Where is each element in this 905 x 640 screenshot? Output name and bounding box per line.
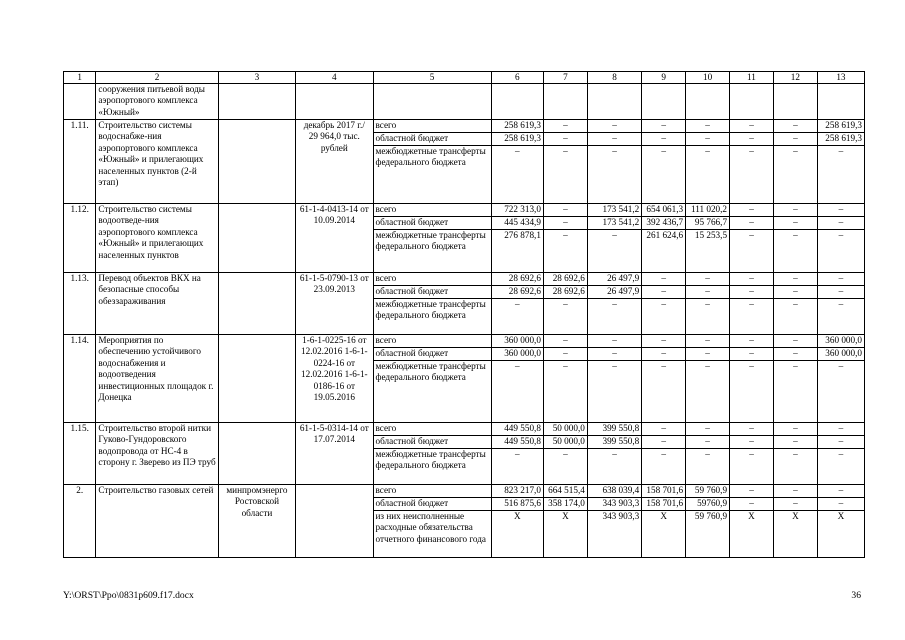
table-row (64, 423, 865, 436)
cell-number: 1.12. (64, 204, 96, 273)
cell-value: 516 875,6 (491, 498, 543, 511)
cell-value: – (642, 449, 686, 485)
empty-cell (543, 84, 587, 120)
cell-value: 59 760,9 (686, 485, 730, 498)
cell-value: – (817, 217, 864, 230)
cell-value: – (817, 485, 864, 498)
cell-value: 26 497,9 (587, 286, 641, 299)
cell-value: – (773, 133, 817, 146)
table-row (64, 84, 865, 120)
cell-value: 654 061,3 (642, 204, 686, 217)
cell-value: – (587, 146, 641, 204)
cell-value: – (730, 133, 774, 146)
cell-value: – (642, 133, 686, 146)
cell-executor (218, 335, 295, 423)
cell-value: – (686, 299, 730, 335)
page-number: 36 (851, 590, 861, 601)
cell-document (296, 485, 373, 558)
cell-value: – (642, 299, 686, 335)
cell-value: – (543, 361, 587, 423)
cell-value: 360 000,0 (491, 348, 543, 361)
cell-value: 399 550,8 (587, 423, 641, 436)
cell-executor (218, 273, 295, 335)
cell-value: – (543, 133, 587, 146)
cell-value: 261 624,6 (642, 230, 686, 273)
cell-value: Х (642, 511, 686, 558)
cell-number: 1.15. (64, 423, 96, 485)
empty-cell (773, 84, 817, 120)
cell-value: – (491, 361, 543, 423)
cell-value: – (730, 498, 774, 511)
empty-cell (642, 84, 686, 120)
cell-value: 50 000,0 (543, 423, 587, 436)
cell-value: – (686, 133, 730, 146)
cell-number (64, 84, 96, 120)
table-row (64, 273, 865, 286)
cell-source: всего (373, 485, 491, 498)
cell-name: Строительство газовых сетей (96, 485, 218, 558)
cell-value: 360 000,0 (491, 335, 543, 348)
table-row (64, 485, 865, 498)
cell-value: – (817, 423, 864, 436)
cell-value: – (817, 361, 864, 423)
cell-value: 28 692,6 (491, 286, 543, 299)
cell-value: – (730, 299, 774, 335)
empty-cell (730, 84, 774, 120)
cell-value: – (587, 299, 641, 335)
cell-source: областной бюджет (373, 348, 491, 361)
cell-source: областной бюджет (373, 498, 491, 511)
cell-value: 95 766,7 (686, 217, 730, 230)
cell-value: 823 217,0 (491, 485, 543, 498)
header-cell: 3 (218, 72, 295, 84)
cell-value: 258 619,3 (817, 133, 864, 146)
cell-value: – (817, 273, 864, 286)
cell-value: – (543, 230, 587, 273)
cell-value: 111 020,2 (686, 204, 730, 217)
cell-value: Х (491, 511, 543, 558)
cell-executor: минпромэнерго Ростовской области (218, 485, 295, 558)
cell-source: всего (373, 335, 491, 348)
cell-value: 664 515,4 (543, 485, 587, 498)
cell-value: 392 436,7 (642, 217, 686, 230)
cell-value: – (686, 146, 730, 204)
cell-name: Перевод объектов ВКХ на безопасные способы обеззараживания (96, 273, 218, 335)
cell-value: 343 903,3 (587, 511, 641, 558)
cell-value: – (686, 348, 730, 361)
cell-value: – (686, 120, 730, 133)
cell-value: 360 000,0 (817, 348, 864, 361)
cell-value: – (730, 485, 774, 498)
cell-value: 173 541,2 (587, 217, 641, 230)
table-row (64, 335, 865, 348)
cell-value: – (491, 146, 543, 204)
cell-value: – (587, 120, 641, 133)
header-cell: 9 (642, 72, 686, 84)
cell-value: – (773, 217, 817, 230)
cell-source: межбюджетные трансферты федерального бюджета (373, 146, 491, 204)
cell-name: Строительство системы водоотведе-ния аэропортового комплекса «Южный» и прилегающих населенных пунктов (96, 204, 218, 273)
empty-cell (218, 84, 295, 120)
cell-value: 449 550,8 (491, 423, 543, 436)
cell-value: – (686, 273, 730, 286)
cell-name: Строительство системы водоснабже-ния аэропортового комплекса «Южный» и прилегающих населенных пунктов (2-й этап) (96, 120, 218, 204)
cell-source: межбюджетные трансферты федерального бюджета (373, 361, 491, 423)
cell-number: 1.11. (64, 120, 96, 204)
cell-value: 158 701,6 (642, 485, 686, 498)
header-row (64, 72, 865, 84)
cell-value: 28 692,6 (543, 286, 587, 299)
cell-name: Мероприятия по обеспечению устойчивого водоснабжения и водоотведения инвестиционных площадок г. Донецка (96, 335, 218, 423)
cell-value: – (773, 120, 817, 133)
header-cell: 2 (96, 72, 218, 84)
cell-value: – (730, 423, 774, 436)
header-cell: 11 (730, 72, 774, 84)
cell-value: – (543, 335, 587, 348)
cell-value: 258 619,3 (817, 120, 864, 133)
cell-value: – (773, 423, 817, 436)
cell-value: – (817, 498, 864, 511)
cell-value: 449 550,8 (491, 436, 543, 449)
cell-value: – (773, 204, 817, 217)
cell-value: – (686, 335, 730, 348)
cell-executor (218, 423, 295, 485)
header-cell: 10 (686, 72, 730, 84)
cell-source: областной бюджет (373, 286, 491, 299)
cell-value: Х (543, 511, 587, 558)
cell-value: – (773, 436, 817, 449)
cell-value: – (642, 348, 686, 361)
empty-cell (686, 84, 730, 120)
cell-value: – (543, 449, 587, 485)
header-cell: 7 (543, 72, 587, 84)
file-path: Y:\ORST\Ppo\0831p609.f17.docx (63, 590, 194, 601)
cell-value: 59760,9 (686, 498, 730, 511)
cell-value: 59 760,9 (686, 511, 730, 558)
cell-value: – (730, 436, 774, 449)
cell-name: сооружения питьевой воды аэропортового комплекса «Южный» (96, 84, 218, 120)
header-cell: 13 (817, 72, 864, 84)
cell-value: – (730, 146, 774, 204)
cell-document: декабрь 2017 г./ 29 964,0 тыс. рублей (296, 120, 373, 204)
cell-value: 50 000,0 (543, 436, 587, 449)
cell-source: межбюджетные трансферты федерального бюджета (373, 299, 491, 335)
cell-value: 343 903,3 (587, 498, 641, 511)
cell-source: межбюджетные трансферты федерального бюджета (373, 230, 491, 273)
cell-value: – (543, 146, 587, 204)
cell-document: 61-1-5-0790-13 от 23.09.2013 (296, 273, 373, 335)
cell-value: – (642, 335, 686, 348)
header-cell: 8 (587, 72, 641, 84)
cell-value: – (587, 449, 641, 485)
cell-value: – (817, 230, 864, 273)
cell-value: – (587, 230, 641, 273)
cell-value: – (686, 286, 730, 299)
cell-value: – (642, 436, 686, 449)
cell-value: – (773, 485, 817, 498)
cell-value: Х (773, 511, 817, 558)
cell-value: – (773, 286, 817, 299)
cell-value: – (543, 204, 587, 217)
cell-value: 26 497,9 (587, 273, 641, 286)
cell-source: всего (373, 423, 491, 436)
cell-value: – (587, 361, 641, 423)
cell-value: 276 878,1 (491, 230, 543, 273)
cell-value: – (730, 120, 774, 133)
cell-value: – (730, 230, 774, 273)
cell-value: – (817, 146, 864, 204)
cell-value: 158 701,6 (642, 498, 686, 511)
cell-value: 173 541,2 (587, 204, 641, 217)
cell-value: – (491, 449, 543, 485)
cell-value: – (543, 120, 587, 133)
empty-cell (373, 84, 491, 120)
header-cell: 6 (491, 72, 543, 84)
cell-value: – (686, 361, 730, 423)
cell-value: 28 692,6 (543, 273, 587, 286)
header-cell: 12 (773, 72, 817, 84)
cell-value: – (773, 230, 817, 273)
cell-value: – (587, 335, 641, 348)
cell-document: 1-6-1-0225-16 от 12.02.2016 1-6-1-0224-16 от 12.02.2016 1-6-1-0186-16 от 19.05.2016 (296, 335, 373, 423)
cell-value: – (773, 146, 817, 204)
budget-table (63, 71, 865, 558)
cell-value: – (773, 348, 817, 361)
cell-value: – (730, 273, 774, 286)
cell-value: – (642, 423, 686, 436)
cell-number: 2. (64, 485, 96, 558)
cell-value: – (817, 299, 864, 335)
cell-value: – (642, 146, 686, 204)
cell-name: Строительство второй нитки Гуково-Гундоровского водопровода от НС-4 в сторону г. Зверево из ПЭ труб (96, 423, 218, 485)
empty-cell (817, 84, 864, 120)
cell-value: – (817, 286, 864, 299)
cell-value: – (817, 436, 864, 449)
cell-source: всего (373, 120, 491, 133)
cell-source: межбюджетные трансферты федерального бюджета (373, 449, 491, 485)
cell-value: – (773, 361, 817, 423)
cell-value: – (730, 449, 774, 485)
cell-value: – (730, 204, 774, 217)
cell-value: 258 619,3 (491, 120, 543, 133)
cell-value: – (587, 133, 641, 146)
cell-document: 61-1-5-0314-14 от 17.07.2014 (296, 423, 373, 485)
cell-value: – (773, 335, 817, 348)
cell-value: – (642, 361, 686, 423)
cell-value: 445 434,9 (491, 217, 543, 230)
cell-value: – (642, 286, 686, 299)
empty-cell (491, 84, 543, 120)
cell-source: всего (373, 273, 491, 286)
cell-number: 1.14. (64, 335, 96, 423)
cell-value: – (543, 299, 587, 335)
cell-source: всего (373, 204, 491, 217)
cell-value: – (773, 299, 817, 335)
cell-source: областной бюджет (373, 436, 491, 449)
cell-executor (218, 204, 295, 273)
cell-value: – (543, 217, 587, 230)
cell-value: Х (730, 511, 774, 558)
cell-value: – (587, 348, 641, 361)
cell-value: – (686, 449, 730, 485)
cell-value: – (730, 361, 774, 423)
header-cell: 4 (296, 72, 373, 84)
cell-value: – (491, 299, 543, 335)
cell-value: – (686, 423, 730, 436)
cell-executor (218, 120, 295, 204)
cell-value: 15 253,5 (686, 230, 730, 273)
cell-value: – (642, 273, 686, 286)
cell-value: – (543, 348, 587, 361)
cell-value: 258 619,3 (491, 133, 543, 146)
cell-value: 358 174,0 (543, 498, 587, 511)
cell-value: – (773, 498, 817, 511)
cell-number: 1.13. (64, 273, 96, 335)
table-row (64, 204, 865, 217)
cell-value: 722 313,0 (491, 204, 543, 217)
empty-cell (296, 84, 373, 120)
cell-value: 28 692,6 (491, 273, 543, 286)
cell-value: 399 550,8 (587, 436, 641, 449)
cell-value: 360 000,0 (817, 335, 864, 348)
cell-value: – (773, 449, 817, 485)
cell-value: – (730, 217, 774, 230)
cell-value: – (817, 449, 864, 485)
cell-value: – (730, 348, 774, 361)
cell-value: – (730, 286, 774, 299)
cell-source: из них неисполненные расходные обязательства отчетного финансового года (373, 511, 491, 558)
cell-value: – (686, 436, 730, 449)
cell-value: – (730, 335, 774, 348)
cell-source: областной бюджет (373, 217, 491, 230)
cell-value: – (773, 273, 817, 286)
header-cell: 5 (373, 72, 491, 84)
cell-value: 638 039,4 (587, 485, 641, 498)
table-row (64, 120, 865, 133)
header-cell: 1 (64, 72, 96, 84)
cell-value: – (817, 204, 864, 217)
empty-cell (587, 84, 641, 120)
cell-value: Х (817, 511, 864, 558)
cell-value: – (642, 120, 686, 133)
cell-document: 61-1-4-0413-14 от 10.09.2014 (296, 204, 373, 273)
cell-source: областной бюджет (373, 133, 491, 146)
